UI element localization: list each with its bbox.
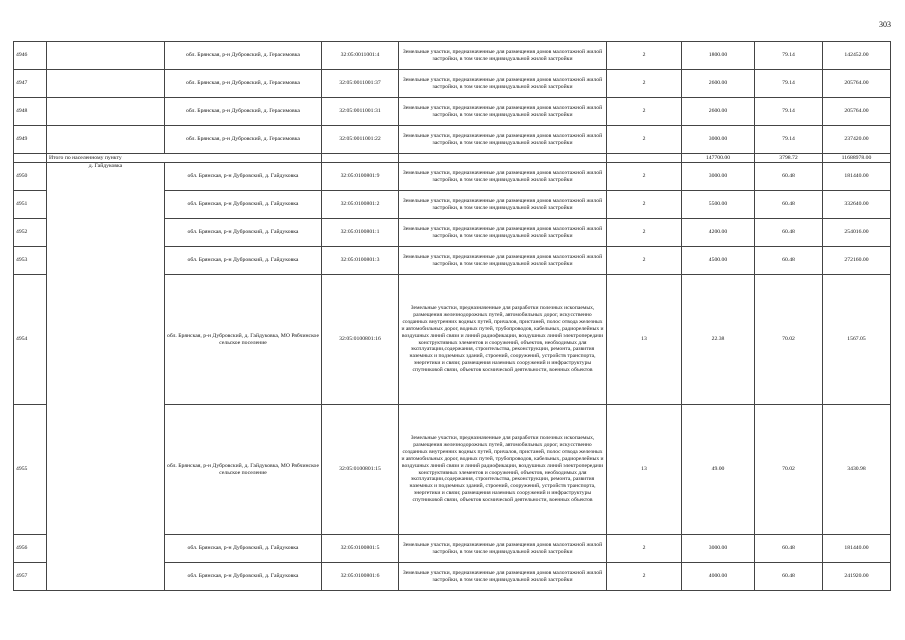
row-number-cell: 4950: [14, 163, 47, 191]
use-code-cell: 2: [607, 126, 682, 154]
row-number-cell: 4953: [14, 247, 47, 275]
use-code-cell: 2: [607, 98, 682, 126]
cadastral-number-cell: 32:05:0100801:1: [322, 219, 399, 247]
rate-cell: 79.14: [755, 70, 823, 98]
row-number-cell: 4946: [14, 42, 47, 70]
cadastral-number-cell: 32:05:0100801:6: [322, 563, 399, 591]
use-code-cell: 2: [607, 535, 682, 563]
rate-cell: 70.02: [755, 405, 823, 535]
use-code-cell: 2: [607, 163, 682, 191]
cadastral-value-cell: 181440.00: [823, 163, 891, 191]
total-area-cell: 147700.00: [682, 154, 755, 163]
row-number-cell: 4947: [14, 70, 47, 98]
rate-cell: 70.02: [755, 275, 823, 405]
row-number-cell: 4948: [14, 98, 47, 126]
address-cell: обл. Брянская, р-н Дубровский, д. Гайдуковка: [165, 219, 322, 247]
area-cell: 3000.00: [682, 535, 755, 563]
page-number: 303: [879, 20, 891, 29]
cadastral-number-cell: 32:05:0011001:4: [322, 42, 399, 70]
rate-cell: 60.48: [755, 191, 823, 219]
address-cell: обл. Брянская, р-н Дубровский, д. Гайдуковка, МО Рябчинское сельское поселение: [165, 275, 322, 405]
area-cell: 3000.00: [682, 126, 755, 154]
table-row: [14, 70, 891, 98]
address-cell: обл. Брянская, р-н Дубровский, д. Гайдуковка: [165, 191, 322, 219]
cadastral-value-cell: 332640.00: [823, 191, 891, 219]
cadastral-value-cell: 142452.00: [823, 42, 891, 70]
cadastral-number-cell: 32:05:0011001:31: [322, 98, 399, 126]
row-number-cell: 4955: [14, 405, 47, 535]
total-empty-cell: [399, 154, 607, 163]
cadastral-value-cell: 1567.05: [823, 275, 891, 405]
address-cell: обл. Брянская, р-н Дубровский, д. Герасимовка: [165, 98, 322, 126]
address-cell: обл. Брянская, р-н Дубровский, д. Герасимовка: [165, 126, 322, 154]
total-row: [14, 154, 891, 163]
address-cell: обл. Брянская, р-н Дубровский, д. Гайдуковка: [165, 563, 322, 591]
cadastral-number-cell: 32:05:0100801:16: [322, 275, 399, 405]
use-code-cell: 2: [607, 42, 682, 70]
rate-cell: 79.14: [755, 42, 823, 70]
area-cell: 5500.00: [682, 191, 755, 219]
cadastral-value-cell: 181440.00: [823, 535, 891, 563]
land-use-description-cell: Земельные участки, предназначенные для размещения домов малоэтажной жилой застройки, в том числе индивидуальной жилой застройки: [399, 42, 607, 70]
total-value-cell: 11688978.00: [823, 154, 891, 163]
row-number-cell: 4956: [14, 535, 47, 563]
use-code-cell: 2: [607, 247, 682, 275]
area-cell: 3000.00: [682, 163, 755, 191]
cadastral-value-cell: 241920.00: [823, 563, 891, 591]
address-cell: обл. Брянская, р-н Дубровский, д. Герасимовка: [165, 42, 322, 70]
use-code-cell: 2: [607, 191, 682, 219]
address-cell: обл. Брянская, р-н Дубровский, д. Гайдуковка: [165, 535, 322, 563]
use-code-cell: 2: [607, 563, 682, 591]
rate-cell: 79.14: [755, 98, 823, 126]
table-row: [14, 126, 891, 154]
use-code-cell: 2: [607, 70, 682, 98]
area-cell: 4200.00: [682, 219, 755, 247]
row-number-cell: 4957: [14, 563, 47, 591]
area-cell: 2600.00: [682, 70, 755, 98]
cadastral-number-cell: 32:05:0100801:3: [322, 247, 399, 275]
total-empty-cell: [322, 154, 399, 163]
rate-cell: 60.48: [755, 535, 823, 563]
settlement-cell: [47, 70, 165, 98]
use-code-cell: 2: [607, 219, 682, 247]
cadastral-number-cell: 32:05:0100801:2: [322, 191, 399, 219]
settlement-cell: [47, 126, 165, 154]
rate-cell: 60.48: [755, 163, 823, 191]
cadastral-number-cell: 32:05:0011001:37: [322, 70, 399, 98]
land-use-description-cell: Земельные участки, предназначенные для размещения домов малоэтажной жилой застройки, в том числе индивидуальной жилой застройки: [399, 247, 607, 275]
area-cell: 1800.00: [682, 42, 755, 70]
address-cell: обл. Брянская, р-н Дубровский, д. Герасимовка: [165, 70, 322, 98]
table-row: [14, 42, 891, 70]
land-use-description-cell: Земельные участки, предназначенные для размещения домов малоэтажной жилой застройки, в том числе индивидуальной жилой застройки: [399, 535, 607, 563]
total-label-cell: Итого по населенному пункту: [47, 154, 322, 163]
cadastral-number-cell: 32:05:0100801:9: [322, 163, 399, 191]
table-row: [14, 98, 891, 126]
cadastral-number-cell: 32:05:0100801:15: [322, 405, 399, 535]
cadastral-value-cell: 237420.00: [823, 126, 891, 154]
area-cell: 2600.00: [682, 98, 755, 126]
land-use-description-cell: Земельные участки, предназначенные для размещения домов малоэтажной жилой застройки, в том числе индивидуальной жилой застройки: [399, 219, 607, 247]
row-number-cell: 4954: [14, 275, 47, 405]
rate-cell: 60.48: [755, 563, 823, 591]
land-use-description-cell: Земельные участки, предназначенные для размещения домов малоэтажной жилой застройки, в том числе индивидуальной жилой застройки: [399, 163, 607, 191]
land-use-description-cell: Земельные участки, предназначенные для разработки полезных ископаемых, размещения железнодорожных путей, автомобильных дорог, искусственно созданных внутренних водных путей, причалов, пристаней, полос отвода железных и автомобильных дорог, водных путей, трубопроводов, кабельных, радиорелейных и воздушных линий связи и линий радиофикации, воздушных линий электропередачи конструктивных элементов и сооружений, объектов, необходимых для эксплуатации,содержания, строительства, реконструкции, ремонта, развития наземных и подземных зданий, строений, сооружений, устройств транспорта, энергетики и связи; размещения наземных сооружений и инфраструктуры спутниковой связи, объектов космической деятельности, военных объектов: [399, 275, 607, 405]
row-number-cell: 4949: [14, 126, 47, 154]
cadastral-value-cell: 3430.98: [823, 405, 891, 535]
address-cell: обл. Брянская, р-н Дубровский, д. Гайдуковка: [165, 247, 322, 275]
land-use-description-cell: Земельные участки, предназначенные для разработки полезных ископаемых, размещения железнодорожных путей, автомобильных дорог, искусственно созданных внутренних водных путей, причалов, пристаней, полос отвода железных и автомобильных дорог, водных путей, трубопроводов, кабельных, радиорелейных и воздушных линий связи и линий радиофикации, воздушных линий электропередачи конструктивных элементов и сооружений, объектов, необходимых для эксплуатации,содержания, строительства, реконструкции, ремонта, развития наземных и подземных зданий, строений, сооружений, устройств транспорта, энергетики и связи; размещения наземных сооружений и инфраструктуры спутниковой связи, объектов космической деятельности, военных объектов: [399, 405, 607, 535]
total-rate-cell: 3798.72: [755, 154, 823, 163]
cadastral-number-cell: 32:05:0011001:22: [322, 126, 399, 154]
settlement-name-cell: д. Гайдуковка: [47, 163, 165, 591]
land-use-description-cell: Земельные участки, предназначенные для размещения домов малоэтажной жилой застройки, в том числе индивидуальной жилой застройки: [399, 98, 607, 126]
cadastral-value-table: [13, 41, 891, 591]
total-empty-cell: [14, 154, 47, 163]
cadastral-value-cell: 254016.00: [823, 219, 891, 247]
land-use-description-cell: Земельные участки, предназначенные для размещения домов малоэтажной жилой застройки, в том числе индивидуальной жилой застройки: [399, 191, 607, 219]
use-code-cell: 13: [607, 405, 682, 535]
address-cell: обл. Брянская, р-н Дубровский, д. Гайдуковка, МО Рябчинское сельское поселение: [165, 405, 322, 535]
use-code-cell: 13: [607, 275, 682, 405]
total-empty-cell: [607, 154, 682, 163]
rate-cell: 79.14: [755, 126, 823, 154]
row-number-cell: 4951: [14, 191, 47, 219]
cadastral-value-cell: 205764.00: [823, 70, 891, 98]
row-number-cell: 4952: [14, 219, 47, 247]
land-use-description-cell: Земельные участки, предназначенные для размещения домов малоэтажной жилой застройки, в том числе индивидуальной жилой застройки: [399, 70, 607, 98]
area-cell: 49.00: [682, 405, 755, 535]
settlement-cell: [47, 42, 165, 70]
rate-cell: 60.48: [755, 219, 823, 247]
cadastral-value-cell: 205764.00: [823, 98, 891, 126]
land-use-description-cell: Земельные участки, предназначенные для размещения домов малоэтажной жилой застройки, в том числе индивидуальной жилой застройки: [399, 563, 607, 591]
cadastral-value-cell: 272160.00: [823, 247, 891, 275]
area-cell: 4500.00: [682, 247, 755, 275]
cadastral-number-cell: 32:05:0100801:5: [322, 535, 399, 563]
land-use-description-cell: Земельные участки, предназначенные для размещения домов малоэтажной жилой застройки, в том числе индивидуальной жилой застройки: [399, 126, 607, 154]
table-row: [14, 163, 891, 191]
area-cell: 4000.00: [682, 563, 755, 591]
area-cell: 22.38: [682, 275, 755, 405]
rate-cell: 60.48: [755, 247, 823, 275]
settlement-cell: [47, 98, 165, 126]
address-cell: обл. Брянская, р-н Дубровский, д. Гайдуковка: [165, 163, 322, 191]
